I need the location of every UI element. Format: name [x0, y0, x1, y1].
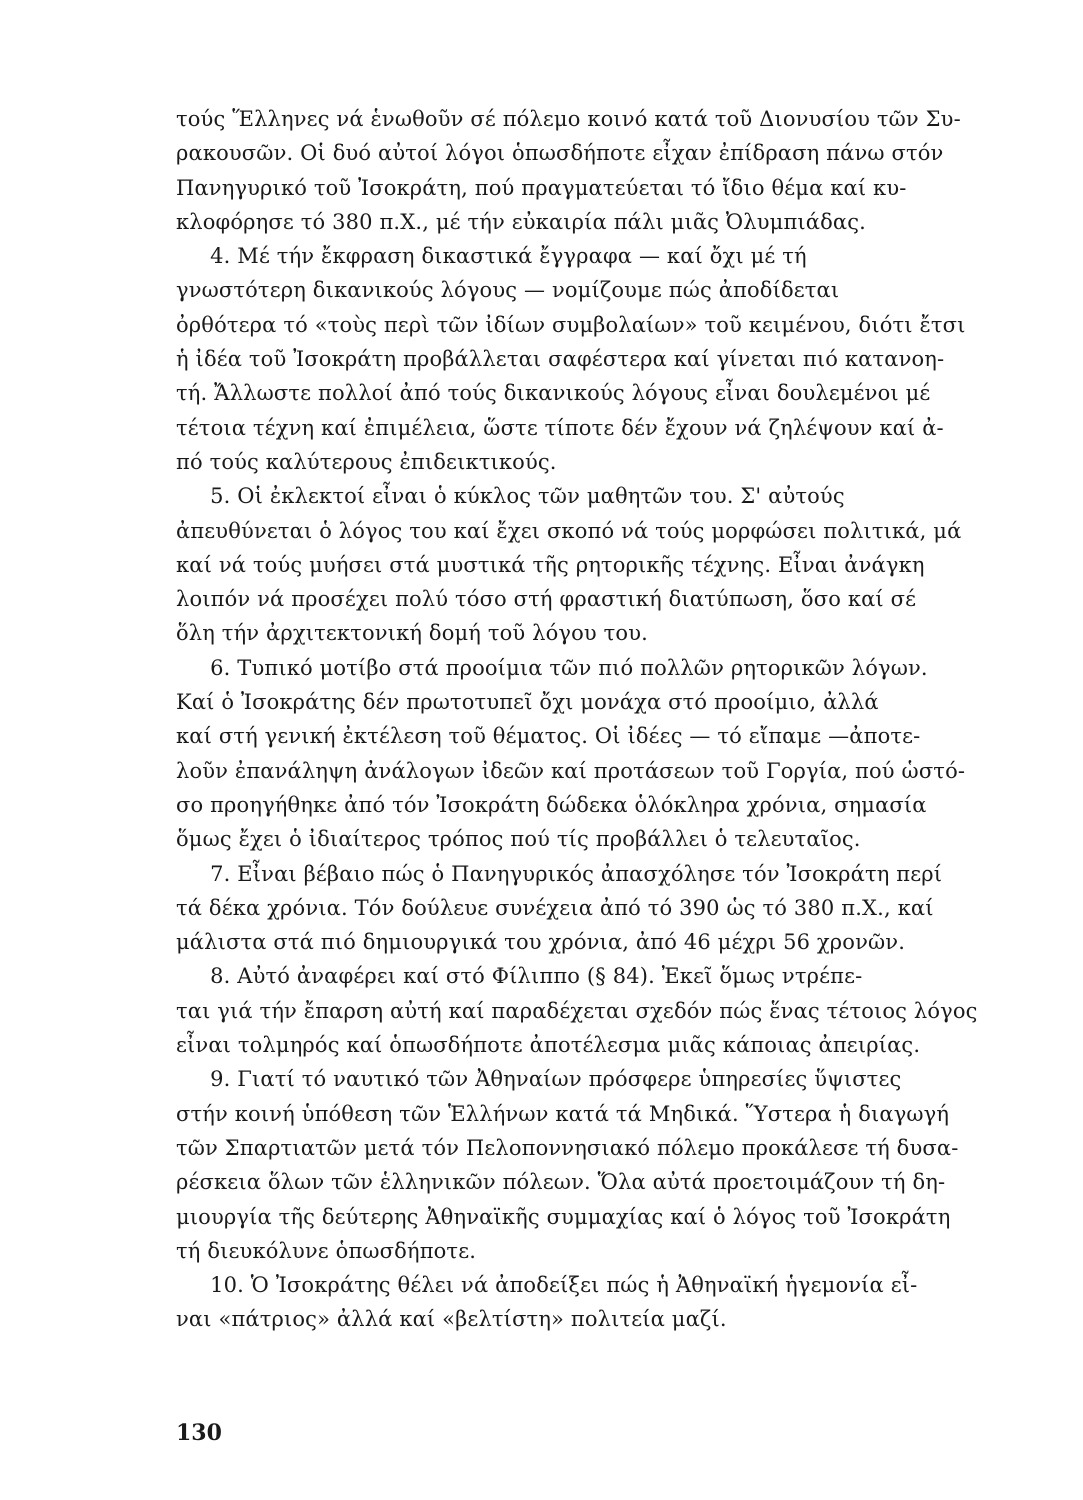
text-line: 7. Εἶναι βέβαιο πώς ὁ Πανηγυρικός ἀπασχόλησε τόν Ἰσοκράτη περί: [176, 861, 943, 886]
text-line: 6. Τυπικό μοτίβο στά προοίμια τῶν πιό πολλῶν ρητορικῶν λόγων.: [176, 655, 928, 680]
text-line: τῶν Σπαρτιατῶν μετά τόν Πελοποννησιακό πόλεμο προκάλεσε τή δυσα-: [176, 1135, 959, 1160]
text-line: Καί ὁ Ἰσοκράτης δέν πρωτοτυπεῖ ὄχι μονάχα στό προοίμιο, ἀλλά: [176, 690, 879, 715]
text-line: λοῦν ἐπανάληψη ἀνάλογων ἰδεῶν καί προτάσεων τοῦ Γοργία, πού ὡστό-: [176, 758, 966, 783]
text-line: κλοφόρησε τό 380 π.Χ., μέ τήν εὐκαιρία πάλι μιᾶς Ὀλυμπιάδας.: [176, 209, 866, 234]
body-text: [176, 102, 1022, 1337]
text-line: Πανηγυρικό τοῦ Ἰσοκράτη, πού πραγματεύεται τό ἴδιο θέμα καί κυ-: [176, 175, 907, 200]
text-line: ὅλη τήν ἀρχιτεκτονική δομή τοῦ λόγου του.: [176, 621, 648, 646]
text-line: 10. Ὁ Ἰσοκράτης θέλει νά ἀποδείξει πώς ἡ Ἀθηναϊκή ἡγεμονία εἶ-: [176, 1273, 918, 1298]
text-line: σο προηγήθηκε ἀπό τόν Ἰσοκράτη δώδεκα ὁλόκληρα χρόνια, σημασία: [176, 792, 927, 817]
text-line: καί νά τούς μυήσει στά μυστικά τῆς ρητορικῆς τέχνης. Εἶναι ἀνάγκη: [176, 552, 925, 577]
text-line: στήν κοινή ὑπόθεση τῶν Ἑλλήνων κατά τά Μηδικά. Ὕστερα ἡ διαγωγή: [176, 1101, 950, 1126]
text-line: 4. Μέ τήν ἔκφραση δικαστικά ἔγγραφα — καί ὄχι μέ τή: [176, 244, 807, 269]
text-line: τή. Ἄλλωστε πολλοί ἀπό τούς δικανικούς λόγους εἶναι δουλεμένοι μέ: [176, 381, 931, 406]
text-line: 5. Οἱ ἐκλεκτοί εἶναι ὁ κύκλος τῶν μαθητῶν του. Σ' αὐτούς: [176, 484, 845, 509]
text-line: τή διευκόλυνε ὁπωσδήποτε.: [176, 1238, 477, 1263]
text-line: 9. Γιατί τό ναυτικό τῶν Ἀθηναίων πρόσφερε ὑπηρεσίες ὕψιστες: [176, 1067, 902, 1092]
text-line: ἡ ἰδέα τοῦ Ἰσοκράτη προβάλλεται σαφέστερα καί γίνεται πιό κατανοη-: [176, 347, 945, 372]
page-number: 130: [176, 1420, 222, 1446]
text-line: εἶναι τολμηρός καί ὁπωσδήποτε ἀποτέλεσμα μιᾶς κάποιας ἀπειρίας.: [176, 1033, 921, 1058]
text-line: ὅμως ἔχει ὁ ἰδιαίτερος τρόπος πού τίς προβάλλει ὁ τελευταῖος.: [176, 827, 861, 852]
text-line: πό τούς καλύτερους ἐπιδεικτικούς.: [176, 449, 557, 474]
text-line: ὀρθότερα τό «τοὺς περὶ τῶν ἰδίων συμβολαίων» τοῦ κειμένου, διότι ἔτσι: [176, 312, 966, 337]
text-line: τούς Ἕλληνες νά ἑνωθοῦν σέ πόλεμο κοινό κατά τοῦ Διονυσίου τῶν Συ-: [176, 107, 961, 131]
text-line: καί στή γενική ἐκτέλεση τοῦ θέματος. Οἱ ἰδέες — τό εἴπαμε —ἀποτε-: [176, 724, 921, 749]
text-line: μάλιστα στά πιό δημιουργικά του χρόνια, ἀπό 46 μέχρι 56 χρονῶν.: [176, 930, 906, 955]
text-line: ναι «πάτριος» ἀλλά καί «βελτίστη» πολιτεία μαζί.: [176, 1307, 727, 1332]
text-line: ἀπευθύνεται ὁ λόγος του καί ἔχει σκοπό νά τούς μορφώσει πολιτικά, μά: [176, 518, 962, 543]
text-line: μιουργία τῆς δεύτερης Ἀθηναϊκῆς συμμαχίας καί ὁ λόγος τοῦ Ἰσοκράτη: [176, 1204, 951, 1229]
text-line: 8. Αὐτό ἀναφέρει καί στό Φίλιππο (§ 84). Ἐκεῖ ὅμως ντρέπε-: [176, 964, 863, 989]
text-line: ται γιά τήν ἔπαρση αὐτή καί παραδέχεται σχεδόν πώς ἕνας τέτοιος λόγος: [176, 998, 978, 1023]
text-line: λοιπόν νά προσέχει πολύ τόσο στή φραστική διατύπωση, ὅσο καί σέ: [176, 587, 917, 612]
text-line: γνωστότερη δικανικούς λόγους — νομίζουμε πώς ἀποδίδεται: [176, 278, 840, 303]
text-line: ρέσκεια ὅλων τῶν ἑλληνικῶν πόλεων. Ὅλα αὐτά προετοιμάζουν τή δη-: [176, 1170, 946, 1195]
text-line: τέτοια τέχνη καί ἐπιμέλεια, ὥστε τίποτε δέν ἔχουν νά ζηλέψουν καί ἀ-: [176, 415, 944, 440]
text-line: ρακουσῶν. Οἱ δυό αὐτοί λόγοι ὁπωσδήποτε εἶχαν ἐπίδραση πάνω στόν: [176, 141, 944, 166]
text-line: τά δέκα χρόνια. Τόν δούλευε συνέχεια ἀπό τό 390 ὡς τό 380 π.Χ., καί: [176, 895, 934, 920]
